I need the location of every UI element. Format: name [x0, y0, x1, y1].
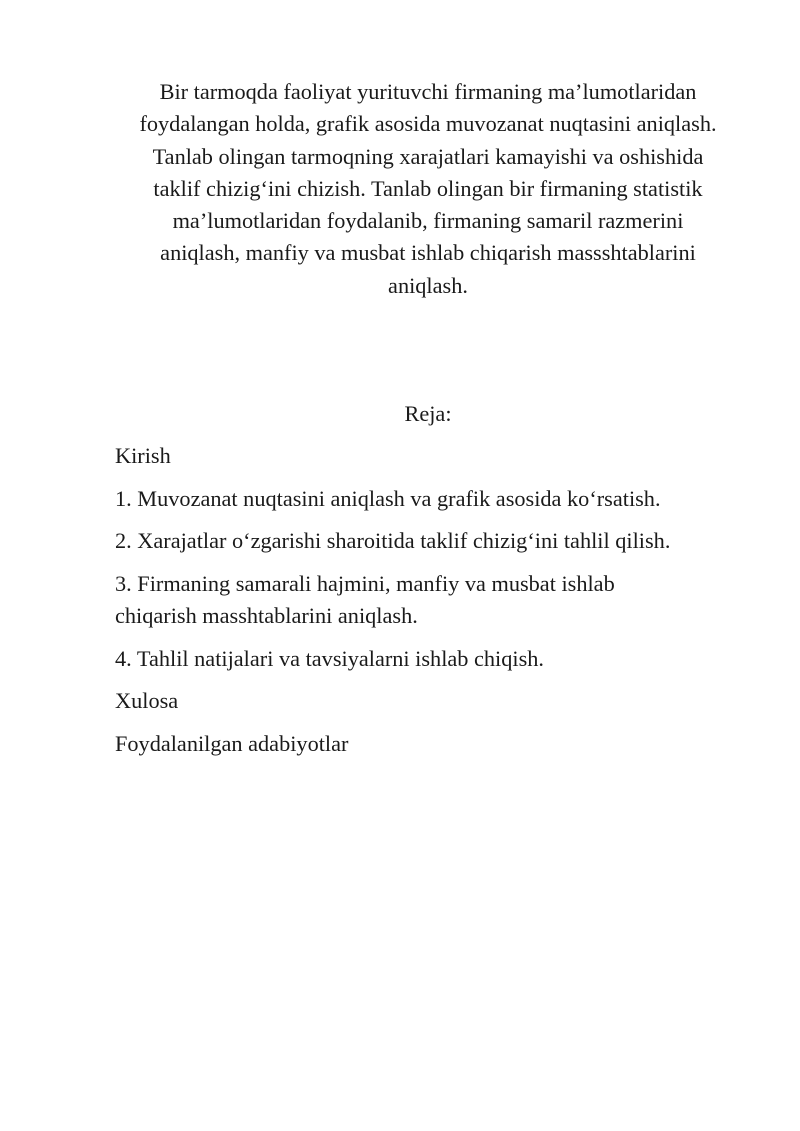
plan-item-introduction: [115, 440, 755, 473]
plan-item-conclusion: [115, 685, 755, 718]
intro-line: Bir tarmoqda faoliyat yurituvchi firmaning ma’lumotlaridan: [159, 79, 697, 104]
intro-line: Tanlab olingan tarmoqning xarajatlari kamayishi va oshishida: [152, 143, 704, 169]
plan-item-2: [115, 525, 755, 558]
intro-line: foydalangan holda, grafik asosida muvozanat nuqtasini aniqlash.: [139, 111, 717, 137]
plan-item-text: Xulosa: [115, 688, 179, 713]
plan-item-text: 3. Firmaning samarali hajmini, manfiy va musbat ishlab: [115, 570, 615, 596]
intro-paragraph: [100, 76, 756, 302]
plan-item-text: Kirish: [115, 443, 171, 468]
plan-item-4: [115, 643, 755, 676]
plan-item-text: 4. Tahlil natijalari va tavsiyalarni ishlab chiqish.: [115, 645, 544, 671]
plan-item-text: 1. Muvozanat nuqtasini aniqlash va grafik asosida ko‘rsatish.: [115, 485, 661, 511]
plan-item-3: [115, 568, 755, 633]
plan-title: Reja:: [404, 401, 452, 426]
plan-list: [115, 440, 755, 770]
intro-line: aniqlash.: [388, 272, 468, 298]
plan-item-text: Foydalanilgan adabiyotlar: [115, 730, 349, 756]
intro-line: ma’lumotlaridan foydalanib, firmaning samaril razmerini: [172, 208, 684, 234]
plan-item-text: chiqarish masshtablarini aniqlash.: [115, 603, 418, 628]
intro-line: taklif chizig‘ini chizish. Tanlab olingan bir firmaning statistik: [153, 175, 703, 201]
plan-item-text: 2. Xarajatlar o‘zgarishi sharoitida taklif chizig‘ini tahlil qilish.: [115, 528, 671, 553]
plan-item-1: [115, 483, 755, 516]
plan-item-references: [115, 728, 755, 761]
intro-line: aniqlash, manfiy va musbat ishlab chiqarish massshtablarini: [160, 240, 696, 266]
